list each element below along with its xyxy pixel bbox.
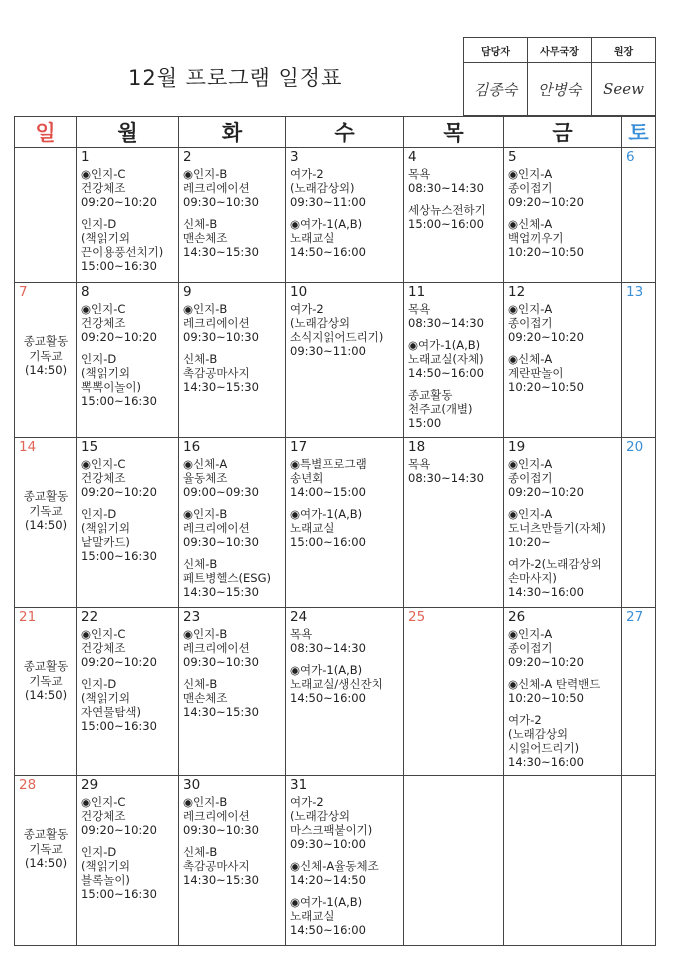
page-title: 12월 프로그램 일정표	[128, 66, 343, 90]
day-cell-sun	[15, 608, 77, 776]
program-entry: ◉인지-C 건강체조 09:20~10:20	[81, 167, 157, 209]
day-number: 3	[290, 149, 299, 165]
day-number: 22	[81, 609, 99, 625]
program-entry: 인지-D (책읽기외 뽁뽁이놀이) 15:00~16:30	[81, 352, 157, 408]
day-cell-tue	[179, 608, 286, 776]
week-row	[15, 148, 656, 283]
day-cell-tue	[179, 148, 286, 283]
day-cell-mon	[77, 148, 179, 283]
day-number: 10	[290, 284, 308, 300]
program-entry: 인지-D (책읽기외 자연물탐색) 15:00~16:30	[81, 677, 157, 733]
day-cell-sat	[622, 608, 656, 776]
week-row	[15, 283, 656, 438]
day-number: 14	[19, 439, 37, 455]
program-entry: ◉신체-A 탄력밴드 10:20~10:50	[508, 677, 601, 705]
day-number: 1	[81, 149, 90, 165]
weekday-sat: 토	[622, 117, 656, 148]
day-cell-tue	[179, 438, 286, 608]
program-entry: ◉인지-A 종이접기 09:20~10:20	[508, 167, 584, 209]
day-cell-fri	[504, 608, 622, 776]
program-entry: 여가-2 (노래감상외) 09:30~11:00	[290, 167, 366, 209]
approval-header-manager: 담당자	[464, 38, 528, 63]
program-entry: 인지-D (책읽기외 낱말카드) 15:00~16:30	[81, 507, 157, 563]
program-entry: ◉인지-B 레크리에이션 09:30~10:30	[183, 302, 259, 344]
program-entry: ◉여가-1(A,B) 노래교실 14:50~16:00	[290, 217, 366, 259]
program-entry: 신체-B 페트병헬스(ESG) 14:30~15:30	[183, 557, 271, 599]
day-cell-sat	[622, 776, 656, 946]
day-number: 18	[408, 439, 426, 455]
day-number: 4	[408, 149, 417, 165]
signature-secretary: 안병숙	[537, 80, 582, 99]
program-entry: ◉인지-B 레크리에이션 09:30~10:30	[183, 627, 259, 669]
program-entry: 여가-2 (노래감상외 마스크팩붙이기) 09:30~10:00	[290, 795, 373, 851]
day-number: 13	[626, 284, 644, 300]
day-number: 31	[290, 777, 308, 793]
day-number: 9	[183, 284, 192, 300]
sunday-religious-activity: 종교활동 기독교 (14:50)	[23, 827, 69, 870]
day-number: 8	[81, 284, 90, 300]
day-number: 12	[508, 284, 526, 300]
weekday-fri: 금	[504, 117, 622, 148]
day-cell-wed	[286, 776, 404, 946]
program-entry: ◉여가-1(A,B) 노래교실 15:00~16:00	[290, 507, 366, 549]
day-number: 11	[408, 284, 426, 300]
sunday-religious-activity: 종교활동 기독교 (14:50)	[23, 489, 69, 532]
program-entry: ◉인지-C 건강체조 09:20~10:20	[81, 795, 157, 837]
day-number: 26	[508, 609, 526, 625]
week-row	[15, 776, 656, 946]
day-number: 6	[626, 149, 635, 165]
program-entry: ◉여가-1(A,B) 노래교실(자체) 14:50~16:00	[408, 338, 484, 380]
program-entry: ◉인지-A 도너츠만들기(자체) 10:20~	[508, 507, 606, 549]
program-entry: 신체-B 촉감공마사지 14:30~15:30	[183, 845, 259, 887]
day-cell-sat	[622, 148, 656, 283]
program-entry: 여가-2 (노래감상외 소식지읽어드리기) 09:30~11:00	[290, 302, 384, 358]
day-cell-sun	[15, 776, 77, 946]
day-cell-sun	[15, 148, 77, 283]
program-entry: 신체-B 맨손체조 14:30~15:30	[183, 677, 259, 719]
program-entry: ◉인지-A 종이접기 09:20~10:20	[508, 627, 584, 669]
program-entry: ◉신체-A율동체조 14:20~14:50	[290, 859, 379, 887]
day-cell-wed	[286, 148, 404, 283]
program-entry: ◉인지-B 레크리에이션 09:30~10:30	[183, 507, 259, 549]
program-entry: 종교활동 천주교(개별) 15:00	[408, 388, 473, 430]
program-entry: ◉인지-A 종이접기 09:20~10:20	[508, 457, 584, 499]
day-cell-wed	[286, 283, 404, 438]
program-entry: ◉신체-A 율동체조 09:00~09:30	[183, 457, 259, 499]
day-cell-sun	[15, 283, 77, 438]
program-entry: ◉인지-A 종이접기 09:20~10:20	[508, 302, 584, 344]
week-row	[15, 438, 656, 608]
approval-header-secretary: 사무국장	[528, 38, 592, 63]
program-entry: ◉인지-C 건강체조 09:20~10:20	[81, 302, 157, 344]
approval-header-director: 원장	[592, 38, 656, 63]
weekday-sun: 일	[15, 117, 77, 148]
program-entry: 목욕 08:30~14:30	[290, 627, 366, 655]
day-number: 24	[290, 609, 308, 625]
day-cell-mon	[77, 438, 179, 608]
day-cell-mon	[77, 608, 179, 776]
week-row	[15, 608, 656, 776]
day-cell-fri	[504, 148, 622, 283]
day-number: 7	[19, 284, 28, 300]
day-number: 25	[408, 609, 426, 625]
day-cell-thu	[404, 776, 504, 946]
day-cell-fri	[504, 283, 622, 438]
day-cell-wed	[286, 438, 404, 608]
day-cell-thu	[404, 608, 504, 776]
day-number: 30	[183, 777, 201, 793]
day-number: 5	[508, 149, 517, 165]
weekday-wed: 수	[286, 117, 404, 148]
program-entry: 목욕 08:30~14:30	[408, 302, 484, 330]
sunday-religious-activity: 종교활동 기독교 (14:50)	[23, 659, 69, 702]
day-number: 21	[19, 609, 37, 625]
day-number: 20	[626, 439, 644, 455]
program-entry: 여가-2 (노래감상외 시읽어드리기) 14:30~16:00	[508, 713, 584, 769]
day-cell-sat	[622, 438, 656, 608]
program-entry: 목욕 08:30~14:30	[408, 457, 484, 485]
day-cell-tue	[179, 283, 286, 438]
program-entry: ◉인지-B 레크리에이션 09:30~10:30	[183, 795, 259, 837]
program-entry: 신체-B 맨손체조 14:30~15:30	[183, 217, 259, 259]
weekday-tue: 화	[179, 117, 286, 148]
day-cell-tue	[179, 776, 286, 946]
program-entry: ◉인지-C 건강체조 09:20~10:20	[81, 457, 157, 499]
day-number: 28	[19, 777, 37, 793]
program-entry: 여가-2(노래감상외 손마사지) 14:30~16:00	[508, 557, 602, 599]
day-cell-thu	[404, 148, 504, 283]
program-entry: 목욕 08:30~14:30	[408, 167, 484, 195]
approval-box	[463, 37, 656, 116]
day-cell-thu	[404, 283, 504, 438]
day-cell-mon	[77, 776, 179, 946]
day-cell-fri	[504, 776, 622, 946]
day-cell-sun	[15, 438, 77, 608]
calendar-table	[14, 116, 656, 946]
program-entry: ◉신체-A 계란판놀이 10:20~10:50	[508, 352, 584, 394]
weekday-mon: 월	[77, 117, 179, 148]
day-number: 23	[183, 609, 201, 625]
day-number: 15	[81, 439, 99, 455]
day-cell-mon	[77, 283, 179, 438]
day-number: 17	[290, 439, 308, 455]
signature-manager: 김종숙	[473, 80, 518, 99]
day-cell-sat	[622, 283, 656, 438]
signature-director: Seew	[603, 80, 644, 98]
program-entry: ◉여가-1(A,B) 노래교실/생신잔치 14:50~16:00	[290, 663, 383, 705]
program-entry: 세상뉴스전하기 15:00~16:00	[408, 203, 486, 231]
day-number: 19	[508, 439, 526, 455]
program-entry: 인지-D (책읽기외 블록놀이) 15:00~16:30	[81, 845, 157, 901]
program-entry: ◉신체-A 백업끼우기 10:20~10:50	[508, 217, 584, 259]
day-number: 29	[81, 777, 99, 793]
day-cell-thu	[404, 438, 504, 608]
day-cell-fri	[504, 438, 622, 608]
program-entry: 인지-D (책읽기외 끈이용풍선치기) 15:00~16:30	[81, 217, 164, 273]
sunday-religious-activity: 종교활동 기독교 (14:50)	[23, 334, 69, 377]
program-entry: ◉인지-C 건강체조 09:20~10:20	[81, 627, 157, 669]
program-entry: 신체-B 촉감공마사지 14:30~15:30	[183, 352, 259, 394]
program-entry: ◉특별프로그램 송년회 14:00~15:00	[290, 457, 367, 499]
weekday-header-row	[15, 117, 656, 148]
program-entry: ◉인지-B 레크리에이션 09:30~10:30	[183, 167, 259, 209]
weekday-thu: 목	[404, 117, 504, 148]
program-entry: ◉여가-1(A,B) 노래교실 14:50~16:00	[290, 895, 366, 937]
day-cell-wed	[286, 608, 404, 776]
day-number: 2	[183, 149, 192, 165]
day-number: 27	[626, 609, 644, 625]
day-number: 16	[183, 439, 201, 455]
